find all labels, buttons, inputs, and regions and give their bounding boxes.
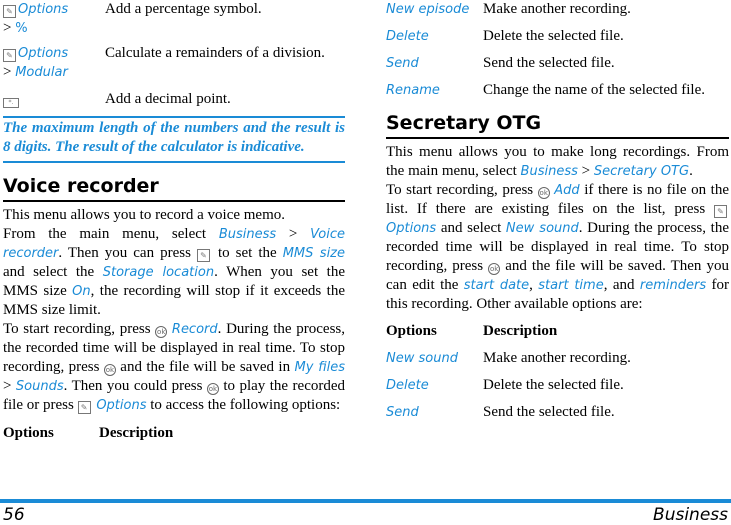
star-key-icon: *.: [3, 98, 19, 108]
sounds-link: Sounds: [15, 379, 64, 394]
ok-key-icon: ok: [539, 189, 548, 197]
option-desc: Delete the selected file.: [483, 28, 624, 44]
ok-key-icon: ok: [208, 385, 218, 393]
section-rule: [386, 137, 729, 139]
separator: >: [3, 20, 12, 36]
footer-rule: [0, 499, 731, 503]
options-row-modular: [3, 44, 345, 82]
options-label: Options: [18, 46, 69, 61]
voice-recorder-link: Voice recorder: [3, 227, 345, 261]
option-new-sound: New sound: [386, 351, 458, 366]
voice-recorder-intro: This menu allows you to record a voice memo.: [3, 207, 286, 223]
header-options: Options: [3, 425, 54, 441]
option-send: Send: [386, 56, 419, 71]
option-rename: Rename: [386, 83, 440, 98]
start-date-link: start date: [463, 278, 530, 293]
option-row-send: [386, 54, 729, 73]
my-files-link: My files: [294, 360, 345, 375]
option-row-rename: [386, 81, 729, 100]
softkey-icon: ✎: [714, 205, 727, 218]
ok-key-icon: ok: [105, 366, 115, 374]
add-link: Add: [554, 183, 580, 198]
storage-location-link: Storage location: [102, 265, 215, 280]
options-row-decimal: [3, 90, 345, 109]
options-link: Options: [386, 221, 437, 236]
option-row-new-sound: [386, 349, 729, 368]
softkey-icon: ✎: [78, 401, 91, 414]
secretary-otg-link: Secretary OTG: [593, 164, 690, 179]
ok-key-icon: ok: [157, 328, 166, 336]
record-link: Record: [171, 322, 218, 337]
section-title-voice-recorder: Voice recorder: [3, 175, 159, 197]
start-time-link: start time: [538, 278, 604, 293]
voice-recorder-paragraph-3: To start recording, press ok Record. During the process, the recorded time will be displayed in real time. To stop recording, press ok and the file will be saved in My files > Sounds. Then you could press ok to play the recorded file or press ✎ Options to access the following options:: [3, 321, 346, 413]
option-desc: Make another recording.: [483, 1, 631, 17]
separator: >: [3, 64, 12, 80]
option-delete: Delete: [386, 29, 429, 44]
right-column: [386, 0, 729, 422]
header-options: Options: [386, 323, 437, 339]
left-column: [3, 0, 345, 443]
header-description: Description: [99, 425, 174, 441]
options-label: Options: [18, 2, 69, 17]
softkey-icon: ✎: [3, 49, 16, 62]
modular-desc: Calculate a remainders of a division.: [105, 45, 325, 61]
page-number: 56: [3, 505, 25, 525]
note-top-rule: [3, 116, 345, 118]
ok-key-icon: ok: [489, 265, 499, 273]
header-description: Description: [483, 323, 558, 339]
option-row-delete: [386, 376, 729, 395]
option-desc: Send the selected file.: [483, 404, 615, 420]
option-row-delete: [386, 27, 729, 46]
option-desc: Change the name of the selected file.: [483, 82, 705, 98]
options-row-percent: [3, 0, 345, 38]
voice-recorder-paragraph-2: From the main menu, select Business > Voice recorder. Then you can press ✎ to set the MMS size and select the Storage location. When you set the MMS size On, the recording will stop if it exceeds the MMS size limit.: [3, 226, 345, 318]
option-desc: Delete the selected file.: [483, 377, 624, 393]
section-title-secretary-otg: Secretary OTG: [386, 112, 542, 134]
option-row-new-episode: [386, 0, 729, 19]
percent-desc: Add a percentage symbol.: [105, 1, 262, 17]
softkey-icon: ✎: [3, 5, 16, 18]
option-delete: Delete: [386, 378, 429, 393]
options-table-header: [386, 322, 729, 341]
option-row-send: [386, 403, 729, 422]
percent-label: %: [15, 21, 28, 36]
softkey-icon: ✎: [197, 249, 210, 262]
option-new-episode: New episode: [386, 2, 470, 17]
business-link: Business: [520, 164, 578, 179]
reminders-link: reminders: [639, 278, 707, 293]
note-bottom-rule: [3, 161, 345, 163]
decimal-desc: Add a decimal point.: [105, 91, 231, 107]
new-sound-link: New sound: [505, 221, 579, 236]
options-link: Options: [96, 398, 147, 413]
mms-size-link: MMS size: [282, 246, 345, 261]
option-desc: Send the selected file.: [483, 55, 615, 71]
modular-label: Modular: [15, 65, 68, 80]
secretary-paragraph-1: This menu allows you to make long recordings. From the main menu, select Business > Secretary OTG.: [386, 144, 729, 179]
calculator-note: The maximum length of the numbers and the result is 8 digits. The result of the calculator is indicative.: [3, 120, 345, 155]
section-rule: [3, 200, 345, 202]
on-link: On: [72, 284, 91, 299]
business-link: Business: [218, 227, 277, 242]
option-desc: Make another recording.: [483, 350, 631, 366]
page-section: Business: [653, 505, 728, 525]
options-table-header: [3, 424, 345, 443]
option-send: Send: [386, 405, 419, 420]
secretary-paragraph-2: To start recording, press ok Add if there is no file on the list. If there are existing files on the list, press ✎ Options and select New sound. During the process, the recorded time will be displayed in real time. To stop recording, press ok and the file will be saved. Then you can edit the start date, start time, and reminders for this recording. Other available options are:: [386, 182, 729, 312]
